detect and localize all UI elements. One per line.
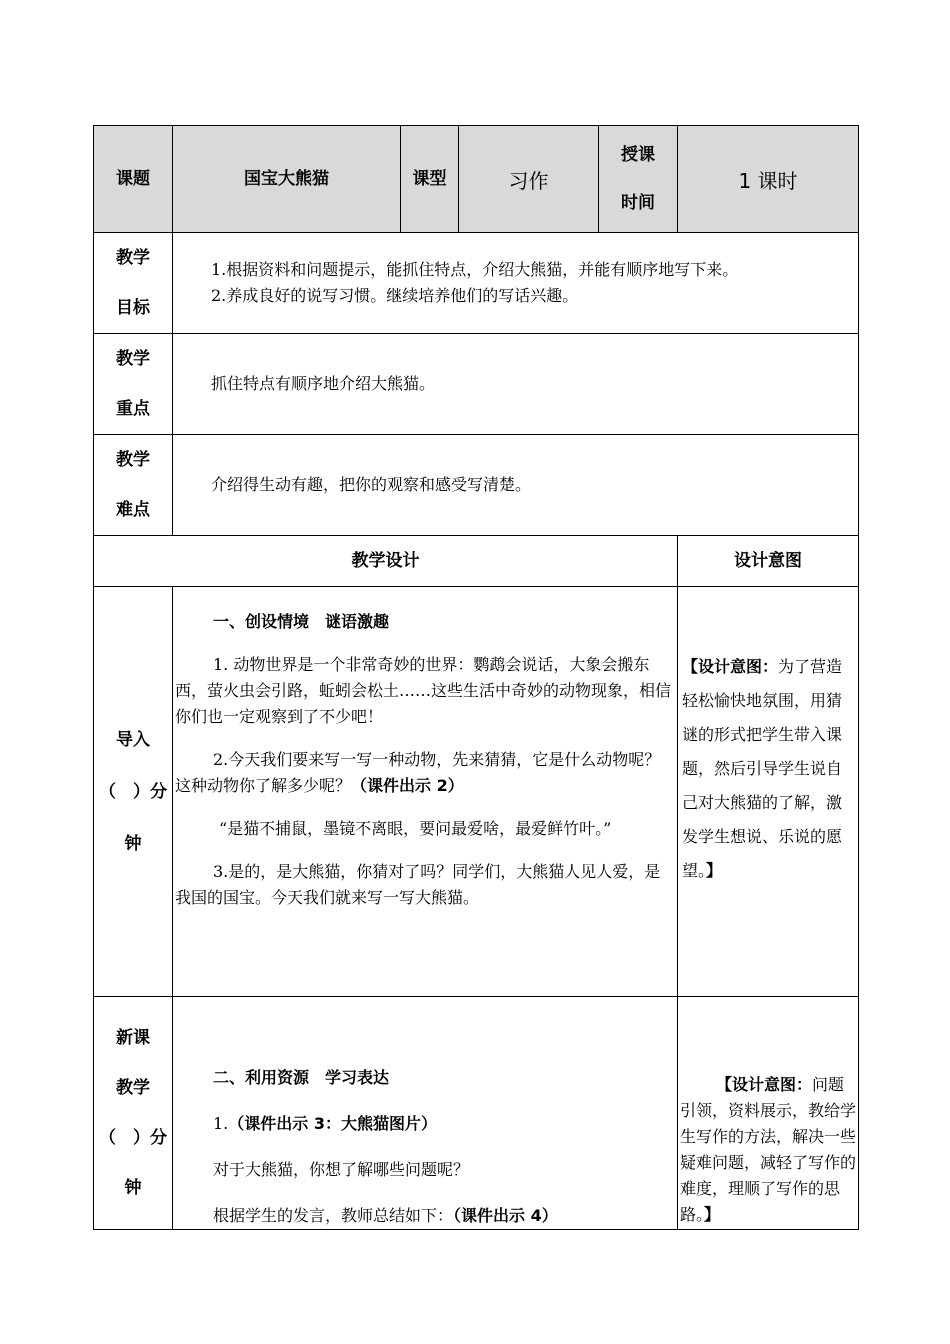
time-label-line-1: 授课 — [621, 145, 655, 165]
new-lesson-paragraph-1 — [175, 1111, 675, 1137]
topic-label: 课题 — [94, 126, 173, 233]
time-value: 1 课时 — [678, 126, 859, 233]
new-lesson-intent-end: 】 — [704, 1205, 721, 1224]
key-points-label-line-2: 重点 — [116, 399, 150, 419]
topic-value: 国宝大熊猫 — [173, 126, 401, 233]
design-header-row — [94, 536, 859, 587]
intro-intent-text: 为了营造轻松愉快地氛围，用猜谜的形式把学生带入课题，然后引导学生说自己对大熊猫的了解，激发学生想说、乐说的愿望。 — [682, 657, 843, 880]
intro-label — [94, 587, 173, 997]
difficulties-label — [94, 435, 173, 536]
header-row — [94, 126, 859, 233]
new-lesson-intent-label: 【设计意图： — [716, 1075, 813, 1094]
goals-row — [94, 233, 859, 334]
goals-content — [173, 233, 859, 334]
new-lesson-paragraph-2: 对于大熊猫，你想了解哪些问题呢？ — [213, 1160, 470, 1179]
difficulties-row — [94, 435, 859, 536]
lesson-plan-table-wrapper — [93, 125, 858, 1230]
difficulties-text: 介绍得生动有趣，把你的观察和感受写清楚。 — [173, 435, 859, 536]
type-label: 课型 — [401, 126, 459, 233]
new-lesson-intent-text: 问题引领，资料展示，教给学生写作的方法，解决一些疑难问题，减轻了写作的难度，理顺了写作的思路。 — [680, 1075, 857, 1224]
type-value: 习作 — [459, 126, 599, 233]
key-points-text: 抓住特点有顺序地介绍大熊猫。 — [173, 334, 859, 435]
goal-line-1: 1.根据资料和问题提示，能抓住特点，介绍大熊猫，并能有顺序地写下来。 — [211, 260, 739, 279]
intro-intent-end: 】 — [706, 861, 723, 880]
goal-line-2: 2.养成良好的说写习惯。继续培养他们的写话兴趣。 — [211, 286, 579, 305]
intent-header: 设计意图 — [678, 536, 859, 587]
intro-paragraph-1: 1. 动物世界是一个非常奇妙的世界：鹦鹉会说话，大象会搬东西，萤火虫会引路，蚯蚓会松土……这些生活中奇妙的动物现象，相信你们也一定观察到了不少吧！ — [175, 655, 672, 726]
lesson-plan-table — [93, 125, 859, 1230]
intro-content — [173, 587, 678, 997]
goals-label-line-1: 教学 — [116, 248, 150, 268]
new-lesson-label — [94, 997, 173, 1230]
goals-label — [94, 233, 173, 334]
new-lesson-label-line-4: 钟 — [124, 1178, 142, 1198]
new-lesson-paragraph-3 — [175, 1203, 675, 1229]
new-lesson-courseware-3: （课件出示 3：大熊猫图片） — [228, 1114, 437, 1133]
key-points-label-line-1: 教学 — [116, 349, 150, 369]
difficulties-label-line-2: 难点 — [116, 500, 150, 520]
design-header: 教学设计 — [94, 536, 678, 587]
new-lesson-label-line-2: 教学 — [116, 1078, 150, 1098]
intro-paragraph-2-text: 2.今天我们要来写一写一种动物，先来猜猜，它是什么动物呢？这种动物你了解多少呢？ — [175, 750, 661, 795]
new-lesson-courseware-4: （课件出示 4） — [453, 1206, 558, 1225]
intro-paragraph-4: 3.是的，是大熊猫，你猜对了吗？同学们，大熊猫人见人爱，是我国的国宝。今天我们就来写一写大熊猫。 — [175, 862, 661, 907]
intro-section-title: 一、创设情境 谜语激趣 — [213, 612, 390, 631]
new-lesson-content — [173, 997, 678, 1230]
new-lesson-intent — [678, 997, 859, 1230]
key-points-label — [94, 334, 173, 435]
new-lesson-label-line-1: 新课 — [116, 1028, 150, 1048]
intro-label-line-1: 导入 — [116, 729, 150, 750]
new-lesson-paragraph-3-text: 根据学生的发言，教师总结如下： — [213, 1206, 454, 1225]
new-lesson-paragraph-1-num: 1. — [213, 1114, 229, 1133]
intro-intent-label: 【设计意图： — [682, 657, 779, 676]
intro-courseware-note: （课件出示 2） — [351, 776, 464, 795]
difficulties-label-line-1: 教学 — [116, 450, 150, 470]
intro-row — [94, 587, 859, 997]
key-points-row — [94, 334, 859, 435]
intro-label-line-2: （ ）分钟 — [99, 781, 167, 854]
new-lesson-label-line-3: （ ）分 — [99, 1128, 167, 1148]
new-lesson-row — [94, 997, 859, 1230]
time-label-line-2: 时间 — [621, 193, 655, 213]
time-label — [599, 126, 678, 233]
intro-riddle: “是猫不捕鼠，墨镜不离眼，要问最爱啥，最爱鲜竹叶。” — [219, 819, 612, 838]
new-lesson-section-title: 二、利用资源 学习表达 — [213, 1068, 390, 1087]
intro-intent — [678, 587, 859, 997]
goals-label-line-2: 目标 — [116, 298, 150, 318]
intro-paragraph-2 — [175, 747, 675, 799]
